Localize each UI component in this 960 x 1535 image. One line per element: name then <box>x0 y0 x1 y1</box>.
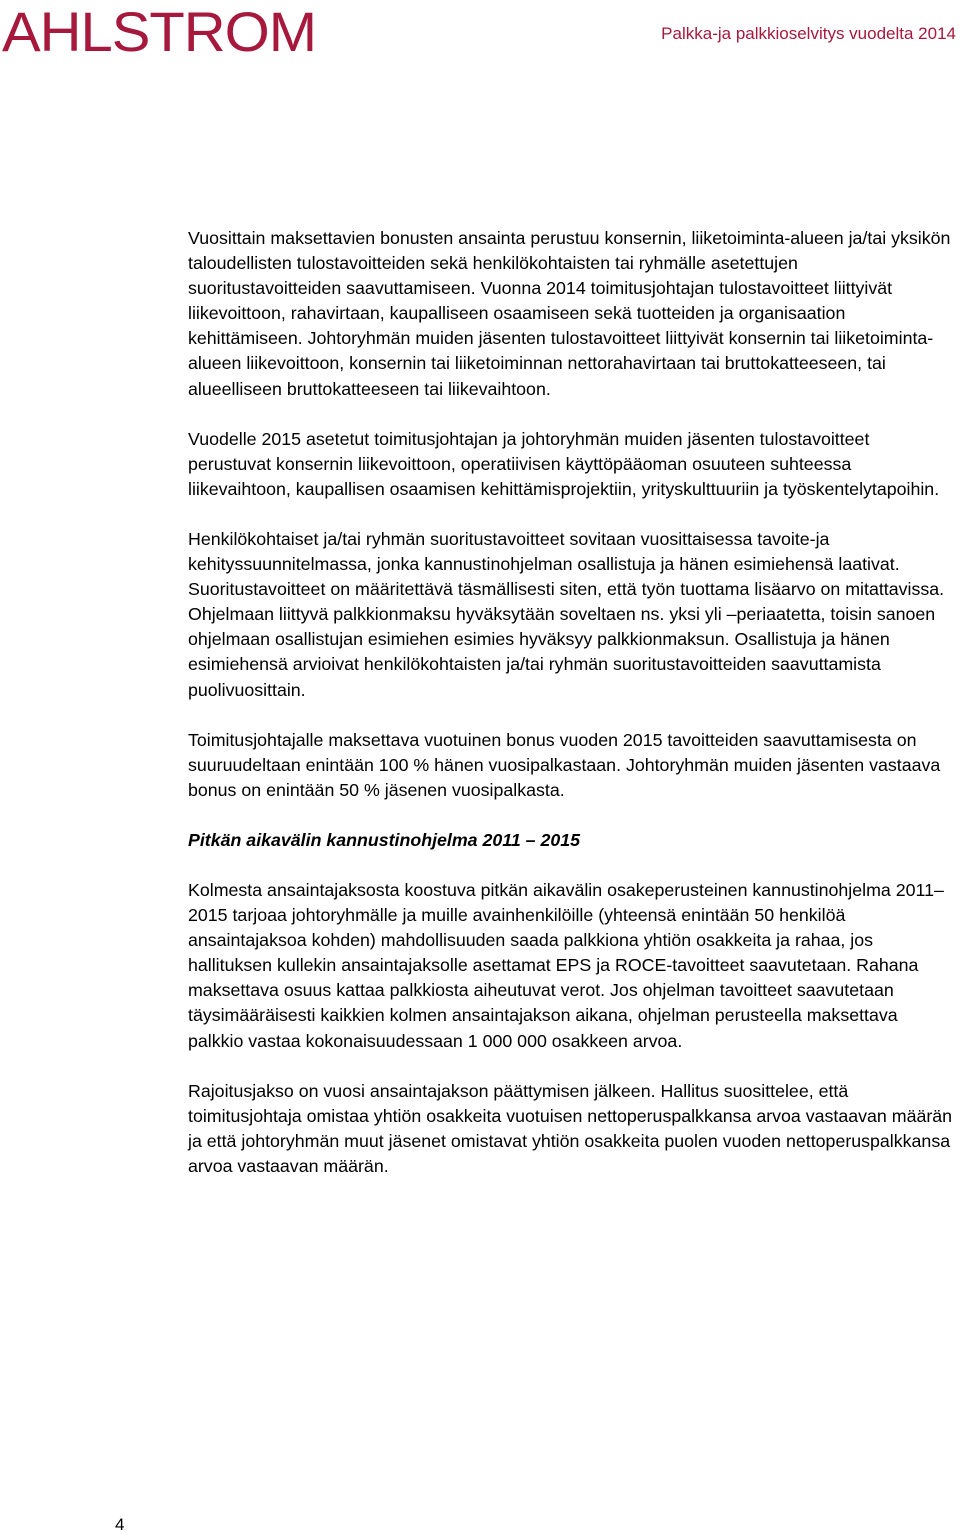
main-content <box>188 226 956 1204</box>
logo-text: AHLSTROM <box>2 4 316 56</box>
page-number: 4 <box>115 1515 125 1534</box>
paragraph-bonus-amount: Toimitusjohtajalle maksettava vuotuinen bonus vuoden 2015 tavoitteiden saavuttamisesta on suuruudeltaan enintään 100 % hänen vuosipalkastaan. Johtoryhmän muiden jäsenten vastaava bonus on enintään 50 % jäsenen vuosipalkasta. <box>188 729 941 800</box>
ahlstrom-logo <box>2 4 320 56</box>
paragraph-2015-targets: Vuodelle 2015 asetetut toimitusjohtajan ja johtoryhmän muiden jäsenten tulostavoitteet perustuvat konsernin liikevoittoon, operatiivisen käyttöpääoman osuuteen suhteessa liikevaihtoon, kaupallisen osaamisen kehittämisprojektiin, yrityskulttuuriin ja työskentelytapoihin. <box>188 428 940 499</box>
paragraph-bonus-basis: Vuosittain maksettavien bonusten ansainta perustuu konsernin, liiketoiminta-alueen ja/tai yksikön taloudellisten tulostavoitteiden sekä henkilökohtaisten tai ryhmälle asetettujen suoritustavoitteiden saavuttamiseen. Vuonna 2014 toimitusjohtajan tulostavoitteet liittyivät liikevoittoon, rahavirtaan, kaupalliseen osaamiseen sekä tuotteiden ja organisaation kehittämiseen. Johtoryhmän muiden jäsenten tulostavoitteet liittyivät konsernin tai liiketoiminta-alueen liikevoittoon, konsernin tai liiketoiminnan nettorahavirtaan tai bruttokatteeseen, tai alueelliseen bruttokatteeseen tai liikevaihtoon. <box>188 228 951 399</box>
section-heading: Pitkän aikavälin kannustinohjelma 2011 – 2015 <box>188 829 581 850</box>
paragraph-incentive-plan: Kolmesta ansaintajaksosta koostuva pitkän aikavälin osakeperusteinen kannustinohjelma 2011–2015 tarjoaa johtoryhmälle ja muille avainhenkilöille (yhteensä enintään 50 henkilöä ansaintajaksoa kohden) mahdollisuuden saada palkkiona yhtiön osakkeita ja rahaa, jos hallituksen kullekin ansaintajaksolle asettamat EPS ja ROCE-tavoitteet saavutetaan. Rahana maksettava osuus kattaa palkkiosta aiheutuvat verot. Jos ohjelman tavoitteet saavutetaan täysimääräisesti kaikkien kolmen ansaintajakson aikana, ohjelman perusteella maksettava palkkio vastaa kokonaisuudessaan 1 000 000 osakkeen arvoa. <box>188 879 944 1051</box>
document-title: Palkka-ja palkkioselvitys vuodelta 2014 <box>661 24 956 43</box>
paragraph-personal-targets: Henkilökohtaiset ja/tai ryhmän suoritustavoitteet sovitaan vuosittaisessa tavoite-ja kehityssuunnitelmassa, jonka kannustinohjelman osallistuja ja hänen esimiehensä laativat. Suoritustavoitteet on määritettävä täsmällisesti siten, että työn tuottama lisäarvo on mitattavissa. Ohjelmaan liittyvä palkkionmaksu hyväksytään soveltaen ns. yksi yli –periaatetta, toisin sanoen ohjelmaan osallistujan esimiehen esimies hyväksyy palkkionmaksun. Osallistuja ja hänen esimiehensä arvioivat henkilökohtaisten ja/tai ryhmän suoritustavoitteiden saavuttamista puolivuosittain. <box>188 528 945 700</box>
paragraph-restriction-period: Rajoitusjakso on vuosi ansaintajakson päättymisen jälkeen. Hallitus suosittelee, että toimitusjohtaja omistaa yhtiön osakkeita vuotuisen nettoperuspalkkansa arvoa vastaavan määrän ja että johtoryhmän muut jäsenet omistavat yhtiön osakkeita puolen vuoden nettoperuspalkkansa arvoa vastaavan määrän. <box>188 1080 953 1176</box>
